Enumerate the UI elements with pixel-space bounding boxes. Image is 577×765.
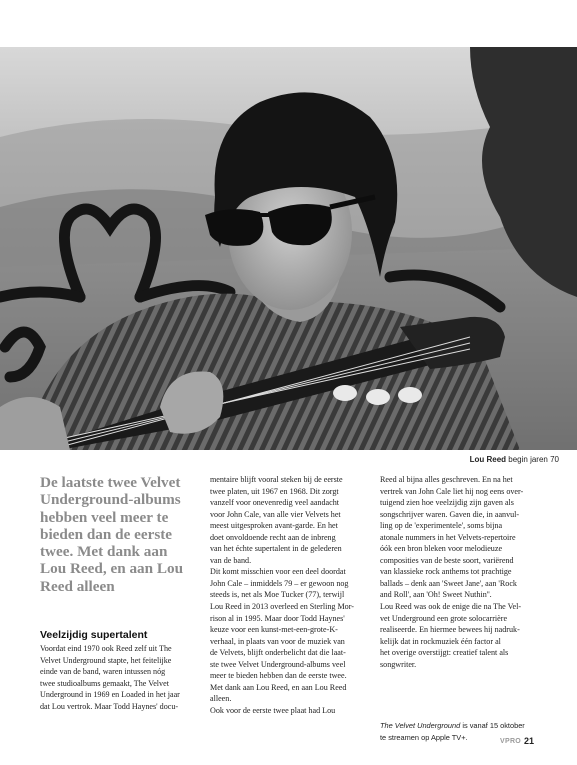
body-line: Underground in 1969 en Loaded in het jaar [40,690,180,700]
body-line: vanzelf voor onevenredig veel aandacht [210,498,339,508]
body-line: Velvet Underground stapte, het feitelijke [40,655,172,665]
body-column-1 [40,643,192,712]
body-line: Ook voor de eerste twee plaat had Lou [210,705,336,715]
body-line: vertrek van John Cale liet hij nog eens over- [380,486,524,496]
note-text: is vanaf 15 oktober [460,721,525,730]
body-line: voor John Cale, van alle vier Velvets het [210,509,341,519]
body-line: van het échte supertalent in de gelederen [210,544,342,554]
body-line: kelijk dat in rockmuziek één factor al [380,636,501,646]
body-line: Met dank aan Lou Reed, en aan Lou Reed [210,682,347,692]
body-line: ste twee Velvet Underground-albums veel [210,659,346,669]
note-title: The Velvet Underground [380,721,461,730]
body-line: alleen. [210,694,232,704]
caption-name: Lou Reed [469,455,507,464]
body-line: ballads – denk aan 'Sweet Jane', aan 'Rock [380,578,517,588]
body-line: and Roll', aan 'Oh! Sweet Nuthin''. [380,590,492,600]
section-subheading: Veelzijdig supertalent [40,629,148,641]
body-line: composities van de beste soort, variërend [380,555,514,565]
vpro-logo: VPRO [500,738,522,745]
pull-quote-line: Underground-albums [40,491,181,509]
body-line: Reed al bijna alles geschreven. En na het [380,475,513,484]
body-column-2 [210,474,362,716]
body-line: mentaire blijft vooral steken bij de eerste [210,475,343,484]
photo-caption [470,455,559,464]
pull-quote-line: hebben veel meer te [40,508,169,526]
body-line: Lou Reed was ook de enige die na The Vel- [380,602,522,612]
body-line: verhaal, in plaats van voor de muziek van [210,636,345,646]
body-line: twee studioalbums gemaakt, The Velvet [40,678,169,688]
body-line: steeds is, net als Moe Tucker (77), terwijl [210,590,345,600]
body-line: einde van de band, waren intussen nóg [40,667,166,677]
pull-quote [40,474,190,595]
pull-quote-line: Reed alleen [40,577,115,595]
body-line: atonale nummers in het Velvets-repertoire [380,532,516,542]
body-line: van klassieke rock anthems tot prachtige [380,567,512,577]
body-line: doet onvoldoende recht aan de inbreng [210,532,336,542]
lou-reed-photo [0,47,577,450]
pull-quote-line: Lou Reed, en aan Lou [40,560,184,578]
page-number: 21 [524,736,535,746]
body-line: Dit komt misschien voor een deel doordat [210,567,346,577]
body-line: ling op de 'experimentele', soms bijna [380,521,503,531]
body-line: vet Underground een grote solocarrière [380,613,508,623]
body-line: van de band. [210,555,252,565]
body-line: twee platen, uit 1967 en 1968. Dit zorgt [210,486,339,496]
body-line: meer te bieden hebben dan de eerste twee. [210,671,347,681]
pull-quote-line: bieden dan de eerste [40,525,173,543]
body-line: songschrijver waren. Gaven die, in aanvul- [380,509,520,519]
body-line: John Cale – inmiddels 79 – er gewoon nog [210,578,349,588]
body-line: meest uitgesproken avant-garde. En het [210,521,338,531]
body-line: tuigend zien hoe veelzijdig zijn gaven als [380,498,514,508]
body-column-3 [380,474,536,670]
body-line: het overige overstijgt: creatief talent als [380,648,509,658]
pull-quote-line: De laatste twee Velvet [40,474,181,491]
body-line: rison al in 1995. Maar door Todd Haynes' [210,613,345,623]
pull-quote-line: twee. Met dank aan [40,543,168,561]
body-line: Voordat eind 1970 ook Reed zelf uit The [40,644,172,653]
body-line: de Velvets, blijft onderbelicht dat die laat- [210,648,346,658]
body-line: dat Lou vertrok. Maar Todd Haynes' docu- [40,701,179,711]
body-line: keuze voor een kunst-met-een-grote-K- [210,625,338,635]
body-line: óók een bron bleken voor melodieuze [380,544,503,554]
body-line: Lou Reed in 2013 overleed en Sterling Mor- [210,602,354,612]
body-line: songwriter. [380,659,417,669]
body-line: realiseerde. En hiermee bewees hij nadruk- [380,625,520,635]
note-text: te streamen op Apple TV+. [380,732,468,742]
caption-text: begin jaren 70 [506,455,559,464]
